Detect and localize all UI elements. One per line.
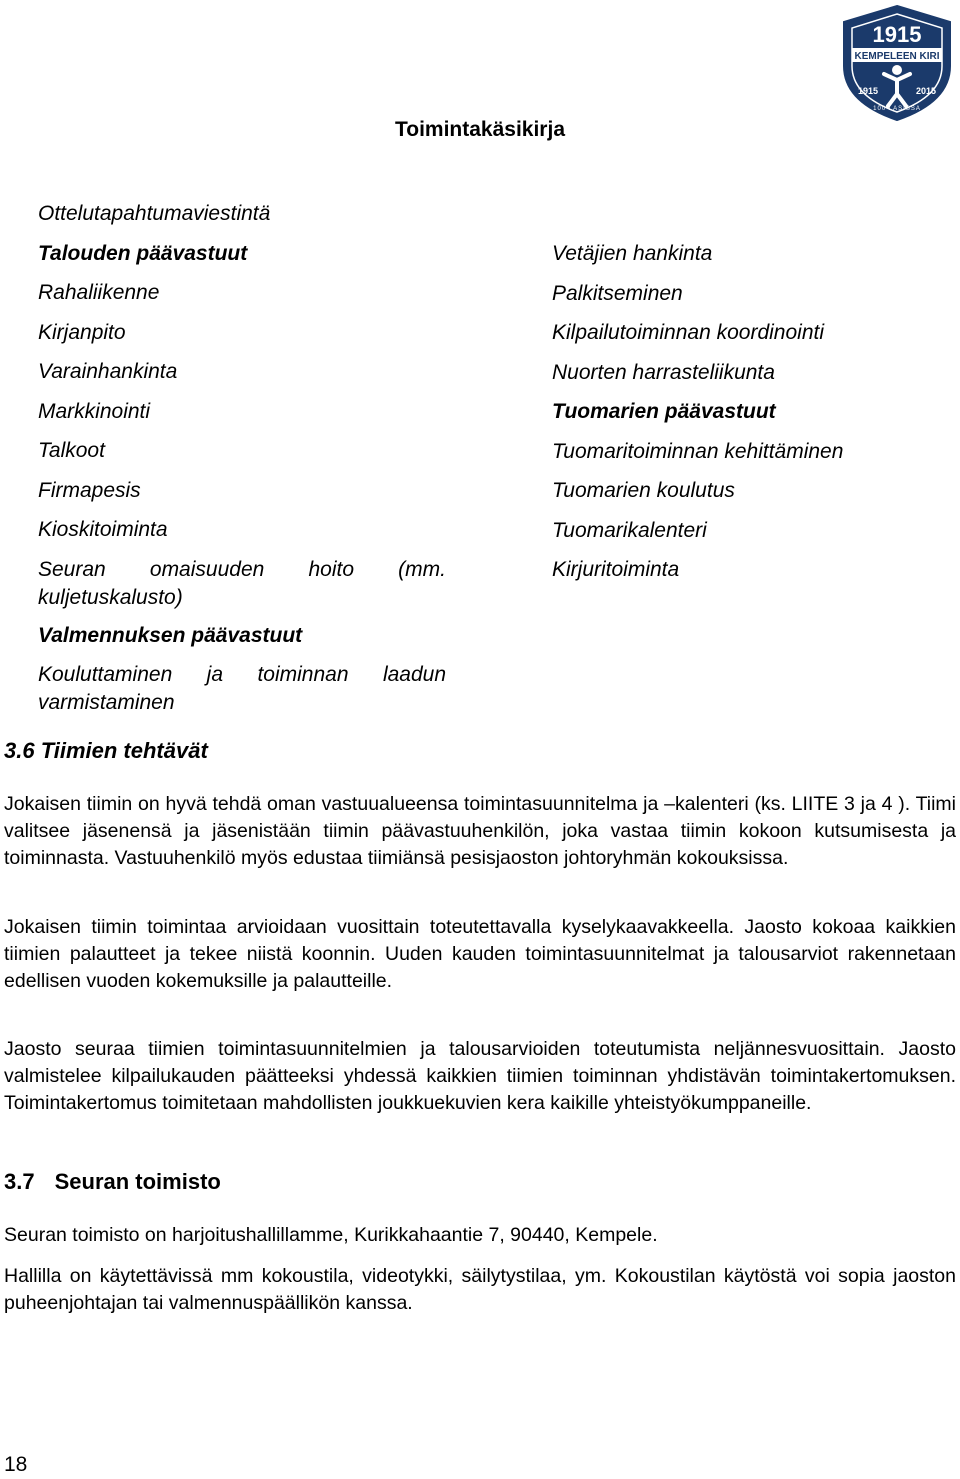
- logo-ring-text: 100 LASISSA: [873, 106, 921, 112]
- list-item: Talkoot: [38, 439, 105, 462]
- list-item: Nuorten harrasteliikunta: [552, 360, 775, 384]
- section-heading-3-7: [4, 1169, 221, 1195]
- list-item: Tuomarien koulutus: [552, 479, 735, 502]
- right-column-list: [552, 240, 952, 596]
- list-item-line: Kouluttaminen ja toiminnan laadun: [38, 663, 446, 686]
- club-logo: [838, 4, 956, 122]
- paragraph: Jokaisen tiimin toimintaa arvioidaan vuosittain toteutettavalla kyselykaavakkeella. Jaosto kokoaa kaikkien tiimien palautteet ja tekee niistä koonnin. Uuden kauden toimintasuunnitelmat ja talousarviot rakennetaan edellisen vuoden kokemuksille ja palautteille.: [4, 916, 956, 992]
- list-heading-valmennus: Valmennuksen päävastuut: [38, 623, 303, 647]
- logo-club-name: KEMPELEEN KIRI: [854, 51, 940, 62]
- list-item-line: kuljetuskalusto): [38, 585, 183, 609]
- list-item: Tuomaritoiminnan kehittäminen: [552, 439, 844, 463]
- list-item-multiline: [38, 661, 446, 717]
- list-heading-tuomarit: Tuomarien päävastuut: [552, 400, 776, 423]
- list-item: Palkitseminen: [552, 281, 683, 305]
- paragraph: Hallilla on käytettävissä mm kokoustila, videotykki, säilytystilaa, ym. Kokoustilan käytöstä voi sopia jaoston puheenjohtajan tai valmennuspäällikön kanssa.: [4, 1265, 956, 1314]
- page-number: 18: [4, 1453, 28, 1476]
- logo-year-left: 1915: [857, 86, 879, 96]
- section-title: Seuran toimisto: [54, 1169, 221, 1194]
- section-heading-3-6: 3.6 Tiimien tehtävät: [4, 738, 208, 763]
- list-item: Firmapesis: [38, 478, 141, 502]
- section-number: 3.7: [4, 1169, 35, 1194]
- list-item: Kirjuritoiminta: [552, 558, 680, 581]
- list-item-line: Seuran omaisuuden hoito (mm.: [38, 557, 446, 581]
- club-crest-icon: [838, 4, 956, 122]
- list-item-multiline: [38, 556, 446, 622]
- paragraph: Jokaisen tiimin on hyvä tehdä oman vastuualueensa toimintasuunnitelma ja –kalenteri (ks. LIITE 3 ja 4 ). Tiimi valitsee jäsenensä ja jäsenistään tiimin päävastuuhenkilön, joka vastaa tiimin kokoon kutsumisesta ja toiminnasta. Vastuuhenkilö myös edustaa tiimiänsä pesisjaoston johtoryhmän kokouksissa.: [4, 793, 956, 869]
- paragraph: Seuran toimisto on harjoitushallillamme, Kurikkahaantie 7, 90440, Kempele.: [4, 1224, 658, 1246]
- list-item: Ottelutapahtumaviestintä: [38, 202, 271, 225]
- list-item: Kirjanpito: [38, 320, 126, 344]
- logo-year-top: 1915: [872, 22, 922, 47]
- list-item: Tuomarikalenteri: [552, 518, 707, 542]
- list-item: Kilpailutoiminnan koordinointi: [552, 321, 824, 344]
- list-item-line: varmistaminen: [38, 691, 175, 714]
- list-item: Rahaliikenne: [38, 281, 160, 304]
- document-title: Toimintakäsikirja: [394, 118, 565, 141]
- list-heading-talous: Talouden päävastuut: [38, 241, 248, 265]
- list-item: Vetäjien hankinta: [552, 242, 713, 265]
- left-column-list: [38, 200, 446, 717]
- logo-year-right: 2015: [915, 86, 937, 96]
- list-item: Varainhankinta: [38, 360, 178, 383]
- list-item: Kioskitoiminta: [38, 518, 168, 541]
- list-item: Markkinointi: [38, 399, 151, 423]
- paragraph: Jaosto seuraa tiimien toimintasuunnitelmien ja talousarvioiden toteutumista neljännesvuosittain. Jaosto valmistelee kilpailukauden päätteeksi yhdessä kaikkien tiimien toiminnan yhdistävän toimintakertomuksen. Toimintakertomus toimitetaan mahdollisten joukkuekuvien kera kaikille yhteistyökumppaneille.: [4, 1038, 956, 1114]
